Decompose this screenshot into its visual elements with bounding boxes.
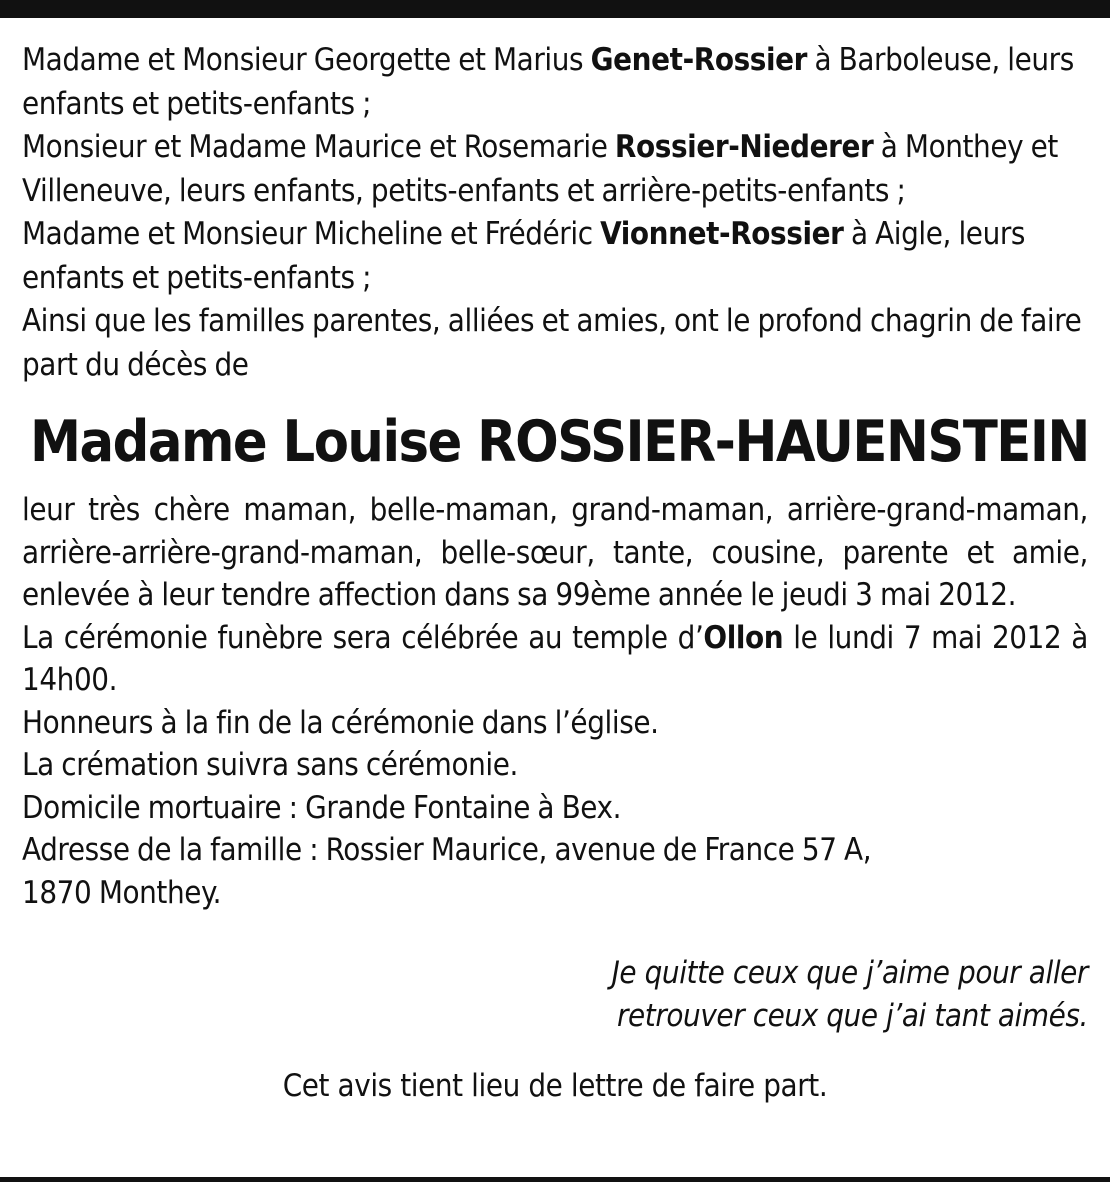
family-address	[22, 829, 1088, 914]
bottom-border-rule	[0, 1177, 1110, 1182]
cremation-info: La crémation suivra sans cérémonie.	[22, 747, 518, 783]
announcement-text: Ainsi que les familles parentes, alliées et amies, ont le profond chagrin de faire part du décès de	[22, 303, 1082, 383]
farewell-quote-line1: Je quitte ceux que j’aime pour aller	[611, 955, 1088, 991]
obituary-notice	[22, 39, 1088, 1108]
family-address-line2: 1870 Monthey.	[22, 874, 222, 911]
farewell-quote-line2: retrouver ceux que j’ai tant aimés.	[616, 997, 1088, 1034]
family-surname: Rossier-Niederer	[614, 129, 874, 165]
ceremony-info: La cérémonie funèbre sera célébrée au temple d’Ollon le lundi 7 mai 2012 à 14h00.	[22, 619, 1088, 698]
family-surname: Vionnet-Rossier	[600, 216, 844, 252]
family-list	[22, 39, 1088, 387]
domicile-info: Domicile mortuaire : Grande Fontaine à Bex.	[22, 789, 622, 826]
honours-info: Honneurs à la fin de la cérémonie dans l’église.	[22, 704, 659, 741]
obituary-details	[22, 489, 1088, 914]
closing-note: Cet avis tient lieu de lettre de faire part.	[282, 1068, 828, 1104]
top-border-rule	[0, 0, 1110, 18]
family-address-line1: Adresse de la famille : Rossier Maurice, avenue de France 57 A,	[22, 832, 872, 868]
farewell-quote	[22, 952, 1088, 1037]
family-entry-genet-rossier: Madame et Monsieur Georgette et Marius Genet-Rossier à Barboleuse, leurs enfants et petits-enfants ;	[22, 42, 1074, 122]
family-entry-rossier-niederer: Monsieur et Madame Maurice et Rosemarie Rossier-Niederer à Monthey et Villeneuve, leurs enfants, petits-enfants et arrière-petits-enfants ;	[22, 129, 1058, 209]
ceremony-place: Ollon	[703, 619, 784, 656]
family-entry-vionnet-rossier: Madame et Monsieur Micheline et Frédéric Vionnet-Rossier à Aigle, leurs enfants et petits-enfants ;	[22, 216, 1026, 296]
deceased-description: leur très chère maman, belle-maman, grand-maman, arrière-grand-maman, arrière-arrière-grand-maman, belle-sœur, tante, cousine, parente et amie, enlevée à leur tendre affection dans sa 99ème année le jeudi 3 mai 2012.	[22, 492, 1088, 613]
deceased-name: Madame Louise ROSSIER-HAUENSTEIN	[30, 409, 1089, 475]
family-surname: Genet-Rossier	[590, 42, 808, 78]
